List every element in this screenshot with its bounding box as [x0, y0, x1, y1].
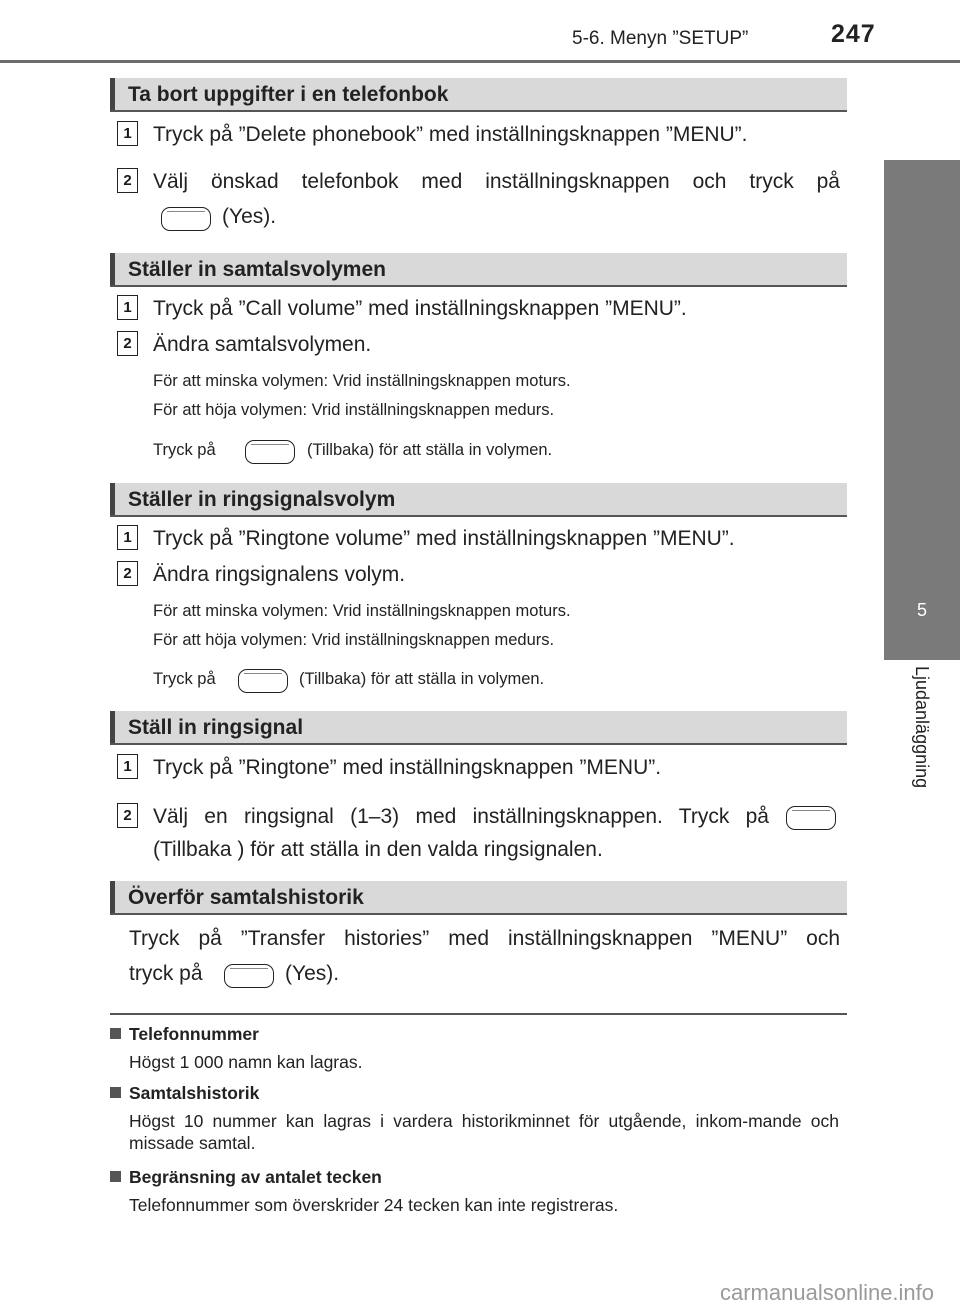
bullet-square-icon [110, 1028, 121, 1039]
note-text: Telefonnummer som överskrider 24 tecken kan inte registreras. [129, 1195, 619, 1215]
section-heading-text: Ta bort uppgifter i en telefonbok [128, 83, 449, 106]
step-text: (Yes). [222, 205, 277, 228]
section-heading-text: Ställer in ringsignalsvolym [128, 488, 396, 511]
chapter-title: Ljudanläggning [912, 666, 932, 789]
step-number-badge: 1 [117, 295, 138, 320]
note-title-text: Samtalshistorik [129, 1083, 260, 1103]
step-text: (Tillbaka ) för att ställa in den valda ringsignalen. [153, 838, 603, 861]
back-button-icon [245, 440, 295, 464]
bullet-square-icon [110, 1087, 121, 1098]
section-heading-ringtone-volume [110, 483, 847, 517]
section-heading-delete-phonebook [110, 78, 847, 112]
chapter-title-container [884, 666, 960, 856]
section-heading-text: Ställer in samtalsvolymen [128, 258, 386, 281]
section-heading-text: Ställ in ringsignal [128, 716, 304, 739]
step-text: Ändra ringsignalens volym. [153, 563, 406, 586]
header-divider [0, 60, 960, 63]
step-number-badge: 2 [117, 168, 138, 193]
step-number-badge: 1 [117, 754, 138, 779]
step-text: Tryck på ”Ringtone” med inställningsknappen ”MENU”. [153, 756, 662, 779]
step-text: Ändra samtalsvolymen. [153, 333, 372, 356]
note-text: Högst 10 nummer kan lagras i vardera historikminnet för utgående, inkom-mande och missade samtal. [129, 1111, 839, 1153]
section-heading-text: Överför samtalshistorik [128, 886, 364, 909]
step-text: Tryck på ”Ringtone volume” med inställningsknappen ”MENU”. [153, 527, 735, 550]
section-heading-transfer-history [110, 881, 847, 915]
yes-button-icon [161, 207, 211, 231]
step-number-badge: 2 [117, 561, 138, 586]
section-heading-ringtone [110, 711, 847, 745]
page-number: 247 [831, 20, 876, 48]
section-title: 5-6. Menyn ”SETUP” [572, 28, 749, 49]
instruction-text: För att höja volymen: Vrid inställningsknappen medurs. [153, 631, 555, 649]
notes-divider [110, 1013, 847, 1015]
instruction-text: (Tillbaka) för att ställa in volymen. [307, 441, 553, 459]
instruction-text: För att minska volymen: Vrid inställningsknappen moturs. [153, 372, 571, 390]
chapter-number: 5 [916, 600, 927, 620]
step-text: Välj önskad telefonbok med inställningsknappen och tryck på [153, 170, 840, 193]
step-number-badge: 1 [117, 525, 138, 550]
note-title [110, 1167, 382, 1188]
step-number-badge: 2 [117, 803, 138, 828]
yes-button-icon [224, 964, 274, 988]
step-number-badge: 2 [117, 331, 138, 356]
instruction-text: För att höja volymen: Vrid inställningsknappen medurs. [153, 401, 555, 419]
step-number-badge: 1 [117, 121, 138, 146]
step-text: Välj en ringsignal (1–3) med inställningsknappen. Tryck på [153, 805, 769, 828]
note-title [110, 1024, 259, 1045]
step-text: Tryck på ”Call volume” med inställningsknappen ”MENU”. [153, 297, 687, 320]
instruction-text: Tryck på [153, 670, 216, 688]
bullet-square-icon [110, 1171, 121, 1182]
chapter-tab [884, 160, 960, 660]
instruction-text: (Tillbaka) för att ställa in volymen. [299, 670, 545, 688]
back-button-icon [238, 669, 288, 693]
note-title-text: Begränsning av antalet tecken [129, 1167, 382, 1187]
back-button-icon [786, 806, 836, 830]
note-text: Högst 1 000 namn kan lagras. [129, 1052, 363, 1072]
step-text: Tryck på ”Delete phonebook” med inställningsknappen ”MENU”. [153, 123, 748, 146]
section-heading-call-volume [110, 253, 847, 287]
note-title-text: Telefonnummer [129, 1024, 259, 1044]
instruction-text: Tryck på [153, 441, 216, 459]
step-text: tryck på [129, 962, 203, 985]
note-title [110, 1083, 259, 1104]
instruction-text: För att minska volymen: Vrid inställningsknappen moturs. [153, 602, 571, 620]
step-text: (Yes). [285, 962, 340, 985]
step-text: Tryck på ”Transfer histories” med inställningsknappen ”MENU” och [129, 927, 840, 950]
watermark: carmanualsonline.info [720, 1280, 935, 1305]
